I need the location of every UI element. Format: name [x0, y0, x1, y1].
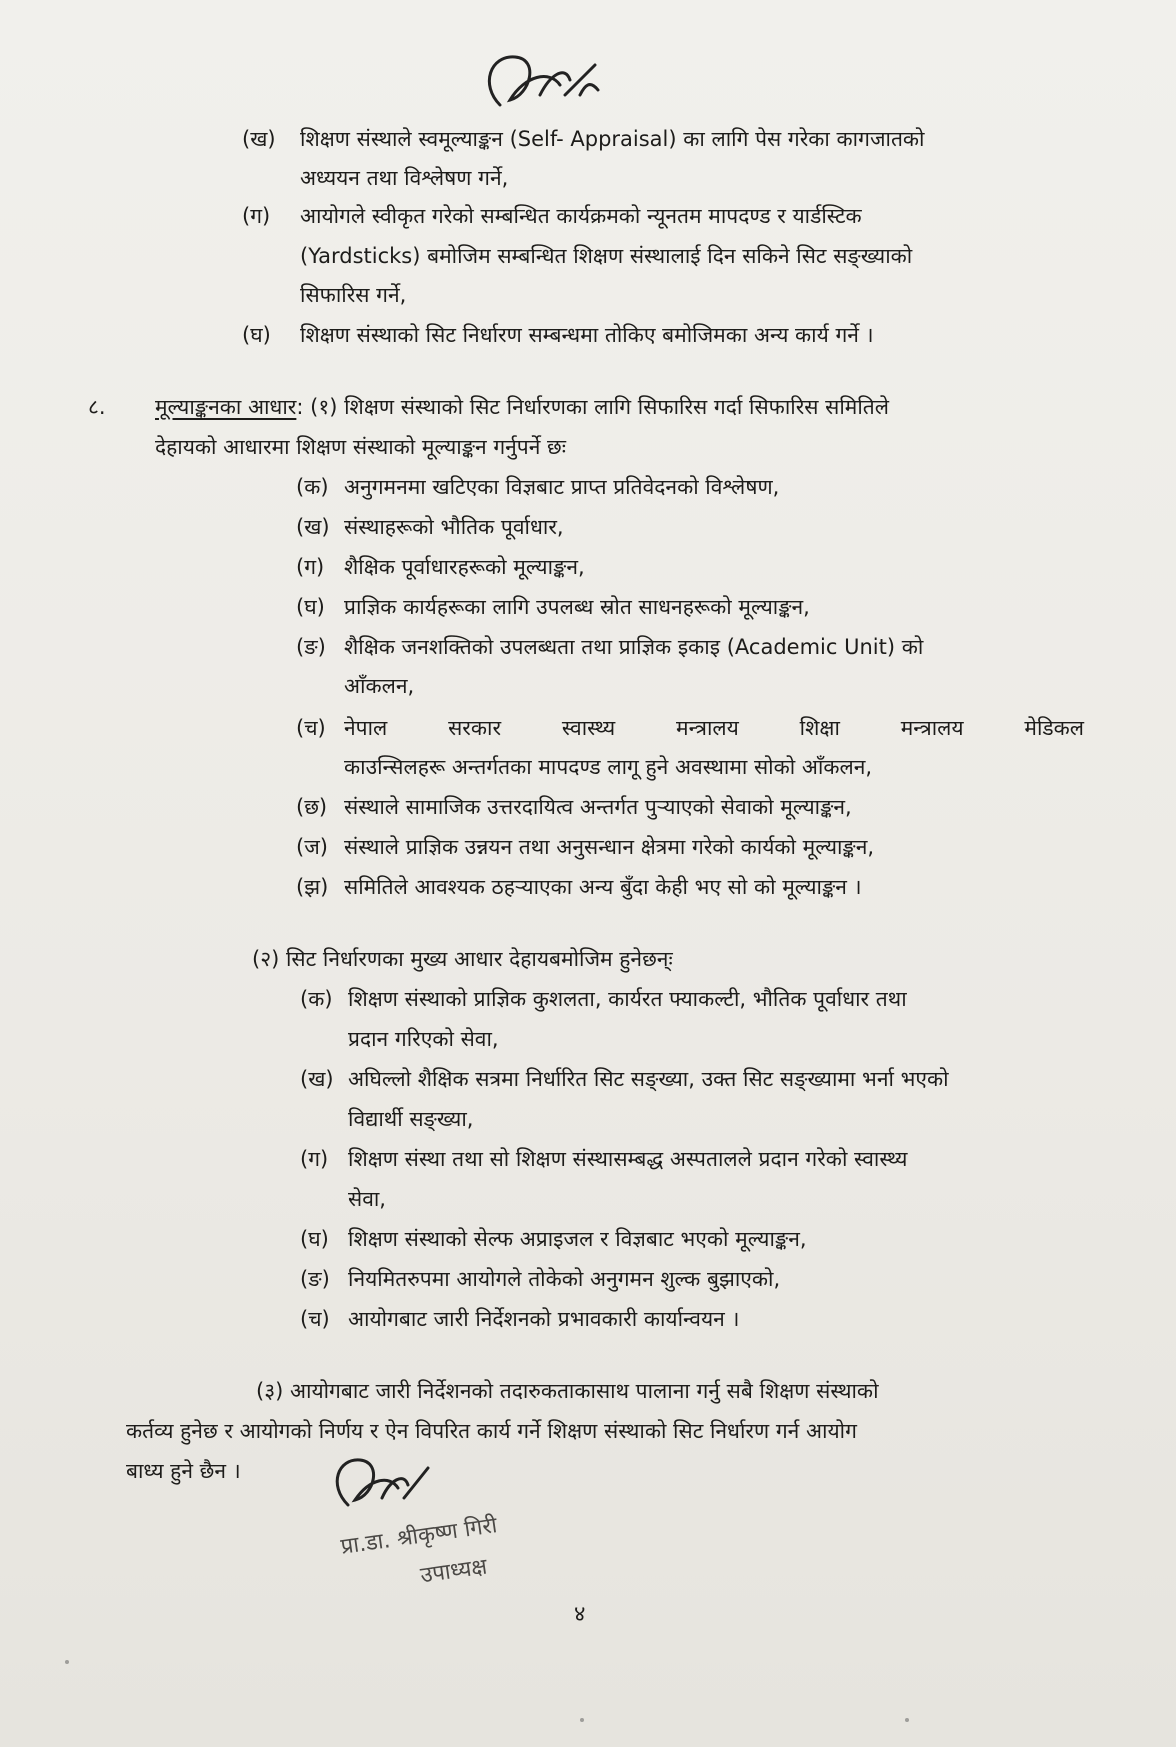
top-item-label: (ख)	[242, 127, 276, 151]
sub1-label: (छ)	[296, 795, 328, 819]
sub2-text: प्रदान गरिएको सेवा,	[348, 1027, 499, 1051]
section-heading	[155, 392, 889, 422]
sub1-text: समितिले आवश्यक ठहऱ्याएका अन्य बुँदा केही भए सो को मूल्याङ्कन ।	[344, 875, 862, 899]
sub1-text: शैक्षिक जनशक्तिको उपलब्धता तथा प्राज्ञिक इकाइ (Academic Unit) को	[344, 635, 924, 659]
sub1-text: संस्थाहरूको भौतिक पूर्वाधार,	[344, 515, 564, 539]
section-number: ८.	[88, 395, 106, 419]
sub2-label: (क)	[300, 987, 333, 1011]
top-item-text: आयोगले स्वीकृत गरेको सम्बन्धित कार्यक्रमको न्यूनतम मापदण्ड र यार्डस्टिक	[300, 204, 862, 228]
scan-speck	[905, 1718, 909, 1722]
sub2-text: नियमितरुपमा आयोगले तोकेको अनुगमन शुल्क बुझाएको,	[348, 1267, 781, 1291]
scan-speck	[580, 1718, 584, 1722]
sub1-label: (क)	[296, 475, 329, 499]
sub2-text: शिक्षण संस्थाको सेल्फ अप्राइजल र विज्ञबाट भएको मूल्याङ्कन,	[348, 1227, 807, 1251]
sub2-text: विद्यार्थी सङ्ख्या,	[348, 1107, 474, 1131]
top-item-text: अध्ययन तथा विश्लेषण गर्ने,	[300, 166, 509, 190]
sub3-line: बाध्य हुने छैन ।	[126, 1459, 241, 1483]
sub1-text: प्राज्ञिक कार्यहरूका लागि उपलब्ध स्रोत साधनहरूको मूल्याङ्कन,	[344, 595, 810, 619]
top-item-text: सिफारिस गर्ने,	[300, 283, 407, 307]
sub2-text: शिक्षण संस्था तथा सो शिक्षण संस्थासम्बद्ध अस्पतालले प्रदान गरेको स्वास्थ्य	[348, 1147, 908, 1171]
scan-speck	[65, 1660, 69, 1664]
sub1-text: संस्थाले सामाजिक उत्तरदायित्व अन्तर्गत पुऱ्याएको सेवाको मूल्याङ्कन,	[344, 795, 852, 819]
section-intro-line2: देहायको आधारमा शिक्षण संस्थाको मूल्याङ्कन गर्नुपर्ने छः	[155, 435, 567, 459]
sub2-text: आयोगबाट जारी निर्देशनको प्रभावकारी कार्यान्वयन ।	[348, 1307, 740, 1331]
top-item-text: शिक्षण संस्थाले स्वमूल्याङ्कन (Self- Appraisal) का लागि पेस गरेका कागजातको	[300, 127, 925, 151]
section-intro-text: : (१) शिक्षण संस्थाको सिट निर्धारणका लागि सिफारिस गर्दा सिफारिस समितिले	[296, 395, 890, 419]
sub1-text: शैक्षिक पूर्वाधारहरूको मूल्याङ्कन,	[344, 555, 585, 579]
sub2-intro: (२) सिट निर्धारणका मुख्य आधार देहायबमोजिम हुनेछन्ः	[252, 947, 673, 971]
stamp-title: उपाध्यक्ष	[418, 1554, 489, 1589]
sub2-label: (ङ)	[300, 1267, 330, 1291]
sub2-text: सेवा,	[348, 1187, 386, 1211]
sub2-label: (ग)	[300, 1147, 329, 1171]
sub3-line: कर्तव्य हुनेछ र आयोगको निर्णय र ऐन विपरित कार्य गर्ने शिक्षण संस्थाको सिट निर्धारण गर्न आयोग	[126, 1419, 857, 1443]
sub1-text: काउन्सिलहरू अन्तर्गतका मापदण्ड लागू हुने अवस्थामा सोको आँकलन,	[344, 755, 873, 779]
sub1-text: आँकलन,	[344, 674, 415, 698]
sub2-text: शिक्षण संस्थाको प्राज्ञिक कुशलता, कार्यरत फ्याकल्टी, भौतिक पूर्वाधार तथा	[348, 987, 907, 1011]
sub1-text: संस्थाले प्राज्ञिक उन्नयन तथा अनुसन्धान क्षेत्रमा गरेको कार्यको मूल्याङ्कन,	[344, 835, 875, 859]
sub2-text: अघिल्लो शैक्षिक सत्रमा निर्धारित सिट सङ्ख्या, उक्त सिट सङ्ख्यामा भर्ना भएको	[348, 1067, 949, 1091]
top-item-label: (ग)	[242, 204, 271, 228]
section-heading-text: मूल्याङ्कनका आधार	[155, 395, 297, 419]
sub2-label: (घ)	[300, 1227, 329, 1251]
sub1-label: (ग)	[296, 555, 325, 579]
top-item-label: (घ)	[242, 323, 271, 347]
page-number: ४	[574, 1602, 586, 1627]
top-item-text: (Yardsticks) बमोजिम सम्बन्धित शिक्षण संस्थालाई दिन सकिने सिट सङ्ख्याको	[300, 244, 913, 268]
sub2-label: (च)	[300, 1307, 330, 1331]
sub1-label: (ख)	[296, 515, 330, 539]
bottom-signature-icon	[320, 1450, 440, 1530]
stamp-name: प्रा.डा. श्रीकृष्ण गिरी	[339, 1513, 499, 1560]
top-signature-icon	[470, 45, 620, 130]
sub1-label: (ङ)	[296, 635, 326, 659]
sub3-line: (३) आयोगबाट जारी निर्देशनको तदारुकताकासाथ पालाना गर्नु सबै शिक्षण संस्थाको	[256, 1379, 879, 1403]
sub1-text: नेपाल सरकार स्वास्थ्य मन्त्रालय शिक्षा मन्त्रालय मेडिकल	[344, 716, 1084, 740]
sub2-label: (ख)	[300, 1067, 334, 1091]
sub1-label: (च)	[296, 716, 326, 740]
sub1-label: (घ)	[296, 595, 325, 619]
sub1-label: (ज)	[296, 835, 328, 859]
top-item-text: शिक्षण संस्थाको सिट निर्धारण सम्बन्धमा तोकिए बमोजिमका अन्य कार्य गर्ने ।	[300, 323, 874, 347]
sub1-label: (झ)	[296, 875, 329, 899]
sub1-text: अनुगमनमा खटिएका विज्ञबाट प्राप्त प्रतिवेदनको विश्लेषण,	[344, 475, 780, 499]
